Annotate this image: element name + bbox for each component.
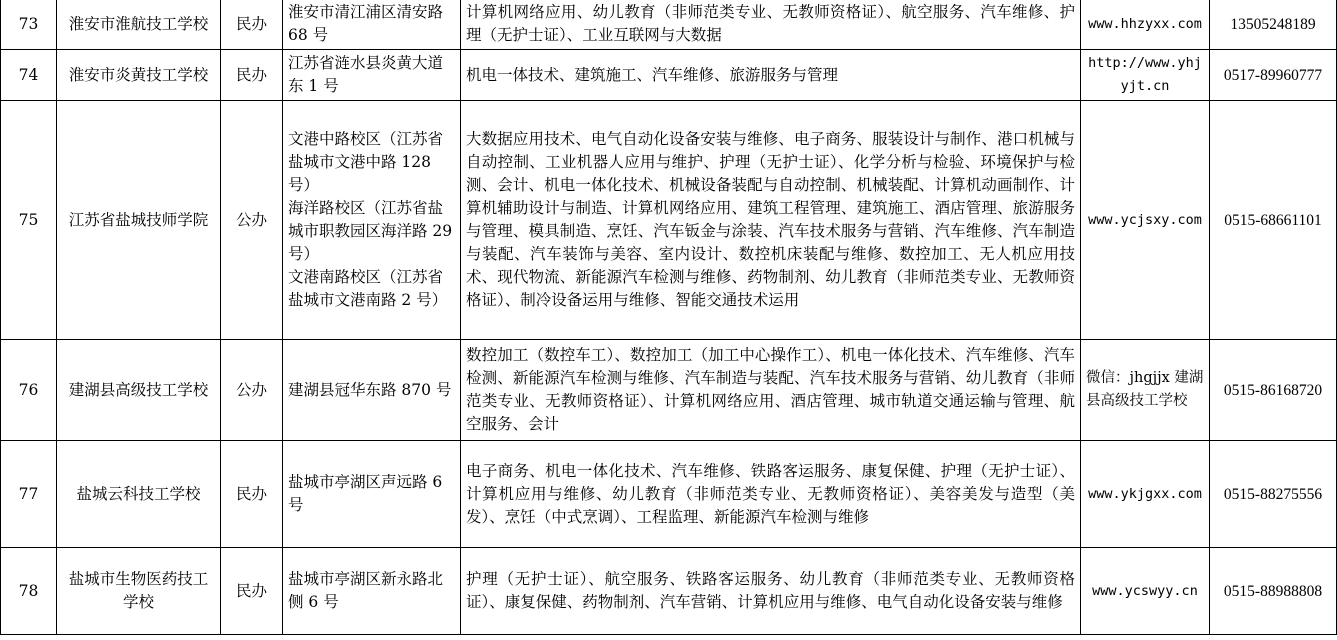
row-number: 75 <box>1 101 57 340</box>
school-type: 民办 <box>221 0 283 50</box>
row-number: 73 <box>1 0 57 50</box>
school-majors: 电子商务、机电一体化技术、汽车维修、铁路客运服务、康复保健、护理（无护士证）、计算机应用与维修、幼儿教育（非师范类专业、无教师资格证）、美容美发与造型（美发）、烹饪（中式烹调）、工程监理、新能源汽车检测与维修 <box>461 441 1081 548</box>
school-address: 盐城市亭湖区新永路北侧 6 号 <box>283 548 461 635</box>
school-wechat: 微信：jhgjjx 建湖县高级技工学校 <box>1081 340 1210 441</box>
row-number: 77 <box>1 441 57 548</box>
campus-address: 文港中路校区（江苏省盐城市文港中路 128 号） <box>288 130 444 194</box>
school-phone: 0515-68661101 <box>1210 101 1337 340</box>
row-number: 74 <box>1 50 57 101</box>
school-type: 民办 <box>221 548 283 635</box>
school-website: http://www.yhjyjt.cn <box>1081 50 1210 101</box>
school-name: 盐城云科技工学校 <box>57 441 221 548</box>
school-address: 淮安市清江浦区清安路 68 号 <box>283 0 461 50</box>
school-majors: 计算机网络应用、幼儿教育（非师范类专业、无教师资格证）、航空服务、汽车维修、护理（无护士证）、工业互联网与大数据 <box>461 0 1081 50</box>
row-number: 76 <box>1 340 57 441</box>
school-name: 江苏省盐城技师学院 <box>57 101 221 340</box>
school-phone: 0517-89960777 <box>1210 50 1337 101</box>
school-address <box>283 101 461 340</box>
school-phone: 0515-88988808 <box>1210 548 1337 635</box>
school-website: www.hhzyxx.com <box>1081 0 1210 50</box>
table-row <box>1 441 1337 548</box>
school-address: 盐城市亭湖区声远路 6 号 <box>283 441 461 548</box>
table-row <box>1 0 1337 50</box>
table-row <box>1 50 1337 101</box>
school-type: 民办 <box>221 50 283 101</box>
school-name: 淮安市淮航技工学校 <box>57 0 221 50</box>
school-website: www.ykjgxx.com <box>1081 441 1210 548</box>
school-address: 建湖县冠华东路 870 号 <box>283 340 461 441</box>
school-type: 民办 <box>221 441 283 548</box>
row-number: 78 <box>1 548 57 635</box>
school-phone: 0515-88275556 <box>1210 441 1337 548</box>
school-phone: 13505248189 <box>1210 0 1337 50</box>
school-name: 淮安市炎黄技工学校 <box>57 50 221 101</box>
school-address: 江苏省涟水县炎黄大道东 1 号 <box>283 50 461 101</box>
school-majors: 数控加工（数控车工）、数控加工（加工中心操作工）、机电一体化技术、汽车维修、汽车检测、新能源汽车检测与维修、汽车制造与装配、汽车技术服务与营销、幼儿教育（非师范类专业、无教师资格证）、计算机网络应用、酒店管理、城市轨道交通运输与管理、航空服务、会计 <box>461 340 1081 441</box>
campus-address: 海洋路校区（江苏省盐城市职教园区海洋路 29 号） <box>288 199 453 263</box>
table-row <box>1 101 1337 340</box>
school-majors: 大数据应用技术、电气自动化设备安装与维修、电子商务、服装设计与制作、港口机械与自动控制、工业机器人应用与维护、护理（无护士证）、化学分析与检验、环境保护与检测、会计、机电一体化技术、机械设备装配与自动控制、机械装配、计算机动画制作、计算机辅助设计与制造、计算机网络应用、建筑工程管理、建筑施工、酒店管理、旅游服务与管理、模具制造、烹饪、汽车钣金与涂装、汽车技术服务与营销、汽车维修、汽车制造与装配、汽车装饰与美容、室内设计、数控机床装配与维修、数控加工、无人机应用技术、现代物流、新能源汽车检测与维修、药物制剂、幼儿教育（非师范类专业、无教师资格证）、制冷设备运用与维修、智能交通技术运用 <box>461 101 1081 340</box>
table-row <box>1 548 1337 635</box>
school-website: www.ycjsxy.com <box>1081 101 1210 340</box>
table-row <box>1 340 1337 441</box>
school-majors: 机电一体技术、建筑施工、汽车维修、旅游服务与管理 <box>461 50 1081 101</box>
school-type: 公办 <box>221 340 283 441</box>
school-name: 建湖县高级技工学校 <box>57 340 221 441</box>
school-phone: 0515-86168720 <box>1210 340 1337 441</box>
school-majors: 护理（无护士证）、航空服务、铁路客运服务、幼儿教育（非师范类专业、无教师资格证）、康复保健、药物制剂、汽车营销、计算机应用与维修、电气自动化设备安装与维修 <box>461 548 1081 635</box>
campus-address: 文港南路校区（江苏省盐城市文港南路 2 号） <box>288 268 448 309</box>
school-type: 公办 <box>221 101 283 340</box>
school-name: 盐城市生物医药技工学校 <box>57 548 221 635</box>
school-website: www.ycswyy.cn <box>1081 548 1210 635</box>
